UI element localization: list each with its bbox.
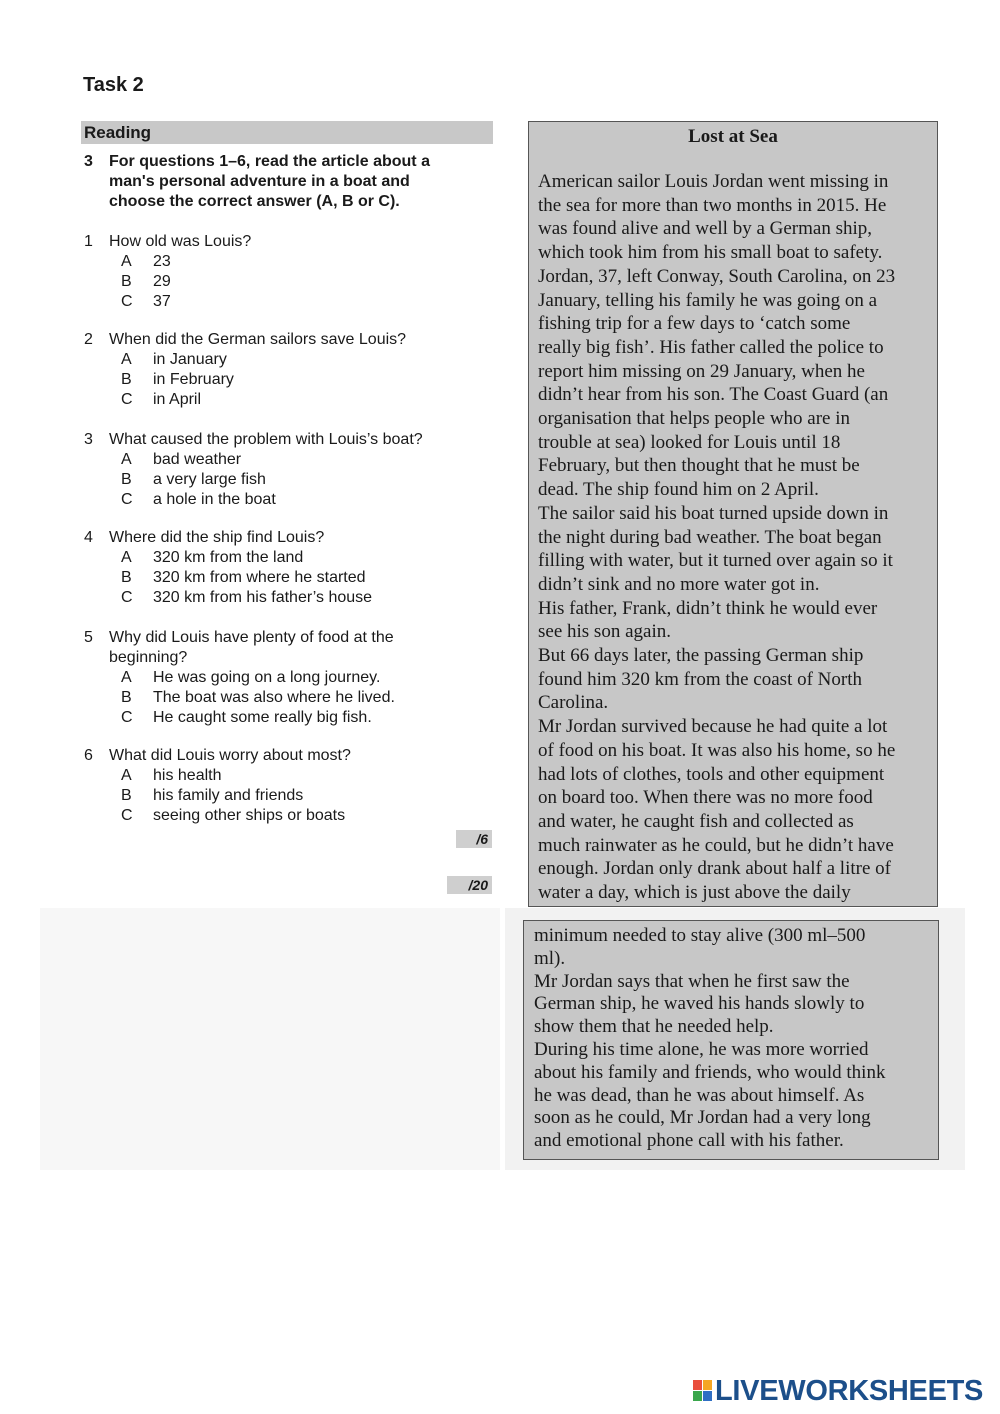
question-number: 6 (84, 747, 93, 764)
option-text: in January (153, 351, 227, 368)
answer-option[interactable] (121, 450, 241, 470)
answer-option[interactable] (121, 708, 372, 728)
question-number: 5 (84, 629, 93, 646)
option-text: 23 (153, 253, 171, 270)
instruction-line: man's personal adventure in a boat and (109, 173, 410, 190)
option-letter: A (121, 253, 132, 270)
logo-text: LIVEWORKSHEETS (715, 1375, 984, 1407)
article-line: trouble at sea) looked for Louis until 18 (538, 431, 841, 453)
article-line: see his son again. (538, 621, 671, 643)
article-line: Mr Jordan says that when he first saw the (534, 970, 850, 992)
question-text: What did Louis worry about most? (109, 747, 351, 764)
article-title: Lost at Sea (688, 126, 778, 147)
answer-option[interactable] (121, 806, 345, 826)
answer-option[interactable] (121, 350, 227, 370)
option-letter: C (121, 293, 133, 310)
answer-option[interactable] (121, 390, 201, 410)
article-box (528, 121, 938, 907)
article-line: January, telling his family he was going on a (538, 289, 878, 311)
instruction-text (109, 152, 484, 212)
article-line: he was dead, than he was about himself. As (534, 1084, 865, 1106)
article-line: about his family and friends, who would think (534, 1061, 886, 1083)
article-line: During his time alone, he was more worried (534, 1039, 869, 1060)
option-letter: A (121, 549, 132, 566)
article-line: dead. The ship found him on 2 April. (538, 479, 819, 501)
answer-option[interactable] (121, 588, 372, 608)
question-text: When did the German sailors save Louis? (109, 331, 407, 348)
article-line: soon as he could, Mr Jordan had a very long (534, 1107, 871, 1129)
option-letter: C (121, 391, 133, 408)
article-line: filling with water, but it turned over again so it (538, 550, 893, 572)
answer-option[interactable] (121, 668, 380, 688)
section-score-box: /6 (456, 830, 492, 848)
answer-option[interactable] (121, 548, 303, 568)
option-text: his health (153, 767, 222, 784)
article-line: Jordan, 37, left Conway, South Carolina, on 23 (538, 265, 896, 287)
section-heading: Reading (81, 121, 493, 144)
article-line: really big fish’. His father called the police to (538, 336, 884, 358)
article-line: report him missing on 29 January, when he (538, 360, 865, 382)
instruction-line: choose the correct answer (A, B or C). (109, 193, 400, 210)
option-text: 320 km from his father’s house (153, 589, 373, 606)
question-number: 1 (84, 233, 93, 250)
option-text: a hole in the boat (153, 491, 276, 508)
article-line: minimum needed to stay alive (300 ml–500 (534, 925, 866, 946)
option-letter: C (121, 491, 133, 508)
option-letter: B (121, 371, 132, 388)
option-text: 37 (153, 293, 171, 310)
option-letter: B (121, 273, 132, 290)
option-letter: B (121, 569, 132, 586)
question-number: 4 (84, 529, 93, 546)
article-line: on board too. When there was no more food (538, 787, 873, 809)
option-text: 320 km from where he started (153, 569, 366, 586)
logo-mark-icon (693, 1380, 713, 1402)
answer-option[interactable] (121, 370, 234, 390)
option-text: He caught some really big fish. (153, 709, 372, 726)
answer-option[interactable] (121, 786, 303, 806)
question-text: Where did the ship find Louis? (109, 529, 325, 546)
option-letter: A (121, 351, 132, 368)
article-line: ml). (534, 947, 566, 969)
article-line: fishing trip for a few days to ‘catch some (538, 313, 851, 335)
article-line: which took him from his small boat to safety. (538, 242, 883, 264)
option-text: his family and friends (153, 787, 304, 804)
question-number: 3 (84, 431, 93, 448)
option-letter: B (121, 471, 132, 488)
article-line: enough. Jordan only drank about half a litre of (538, 858, 891, 880)
option-letter: A (121, 669, 132, 686)
question-text: beginning? (109, 649, 188, 666)
instruction-line: For questions 1–6, read the article about a (109, 153, 430, 170)
article-line: of food on his boat. It was also his home, so he (538, 739, 896, 761)
article-line: had lots of clothes, tools and other equipment (538, 763, 885, 785)
instruction-number: 3 (84, 153, 93, 170)
article-line: didn’t hear from his son. The Coast Guard (an (538, 384, 889, 406)
question-text: What caused the problem with Louis’s boat? (109, 431, 423, 448)
option-letter: C (121, 589, 133, 606)
total-score-box: /20 (447, 876, 492, 894)
answer-option[interactable] (121, 490, 276, 510)
answer-option[interactable] (121, 470, 266, 490)
article-line: and emotional phone call with his father. (534, 1130, 844, 1152)
option-letter: A (121, 767, 132, 784)
article-line: much rainwater as he could, but he didn’t have (538, 834, 894, 856)
article-line: the sea for more than two months in 2015. He (538, 194, 887, 216)
article-line: was found alive and well by a German ship, (538, 218, 872, 240)
answer-option[interactable] (121, 252, 171, 272)
option-text: bad weather (153, 451, 242, 468)
option-text: The boat was also where he lived. (153, 689, 395, 706)
option-letter: B (121, 689, 132, 706)
article-line: Carolina. (538, 692, 609, 714)
article-line: February, but then thought that he must be (538, 455, 860, 477)
article-line: American sailor Louis Jordan went missing in (538, 171, 889, 192)
article-line: The sailor said his boat turned upside down in (538, 502, 889, 524)
article-line: But 66 days later, the passing German ship (538, 645, 864, 666)
option-text: 29 (153, 273, 171, 290)
option-text: 320 km from the land (153, 549, 304, 566)
article-line: show them that he needed help. (534, 1016, 774, 1038)
question-text: Why did Louis have plenty of food at the (109, 629, 394, 646)
answer-option[interactable] (121, 568, 366, 588)
article-line: didn’t sink and no more water got in. (538, 573, 820, 595)
answer-option[interactable] (121, 292, 171, 312)
article-line: water a day, which is just above the daily (538, 882, 851, 903)
answer-option[interactable] (121, 272, 171, 292)
option-letter: C (121, 709, 133, 726)
option-text: seeing other ships or boats (153, 807, 346, 824)
option-letter: C (121, 807, 133, 824)
question-text: How old was Louis? (109, 233, 252, 250)
option-letter: B (121, 787, 132, 804)
article-line: and water, he caught fish and collected as (538, 810, 854, 832)
panel-background (40, 908, 500, 1170)
question-number: 2 (84, 331, 93, 348)
answer-option[interactable] (121, 688, 395, 708)
option-text: in April (153, 391, 202, 408)
option-text: He was going on a long journey. (153, 669, 381, 686)
option-text: in February (153, 371, 234, 388)
article-continuation-box (523, 920, 939, 1160)
article-line: Mr Jordan survived because he had quite a lot (538, 716, 888, 738)
option-text: a very large fish (153, 471, 266, 488)
article-line: found him 320 km from the coast of North (538, 668, 863, 690)
article-line: the night during bad weather. The boat began (538, 526, 882, 548)
option-letter: A (121, 451, 132, 468)
article-line: German ship, he waved his hands slowly to (534, 993, 865, 1015)
article-line: His father, Frank, didn’t think he would ever (538, 597, 878, 619)
answer-option[interactable] (121, 766, 222, 786)
task-title: Task 2 (83, 74, 144, 96)
article-line: organisation that helps people who are in (538, 408, 851, 429)
